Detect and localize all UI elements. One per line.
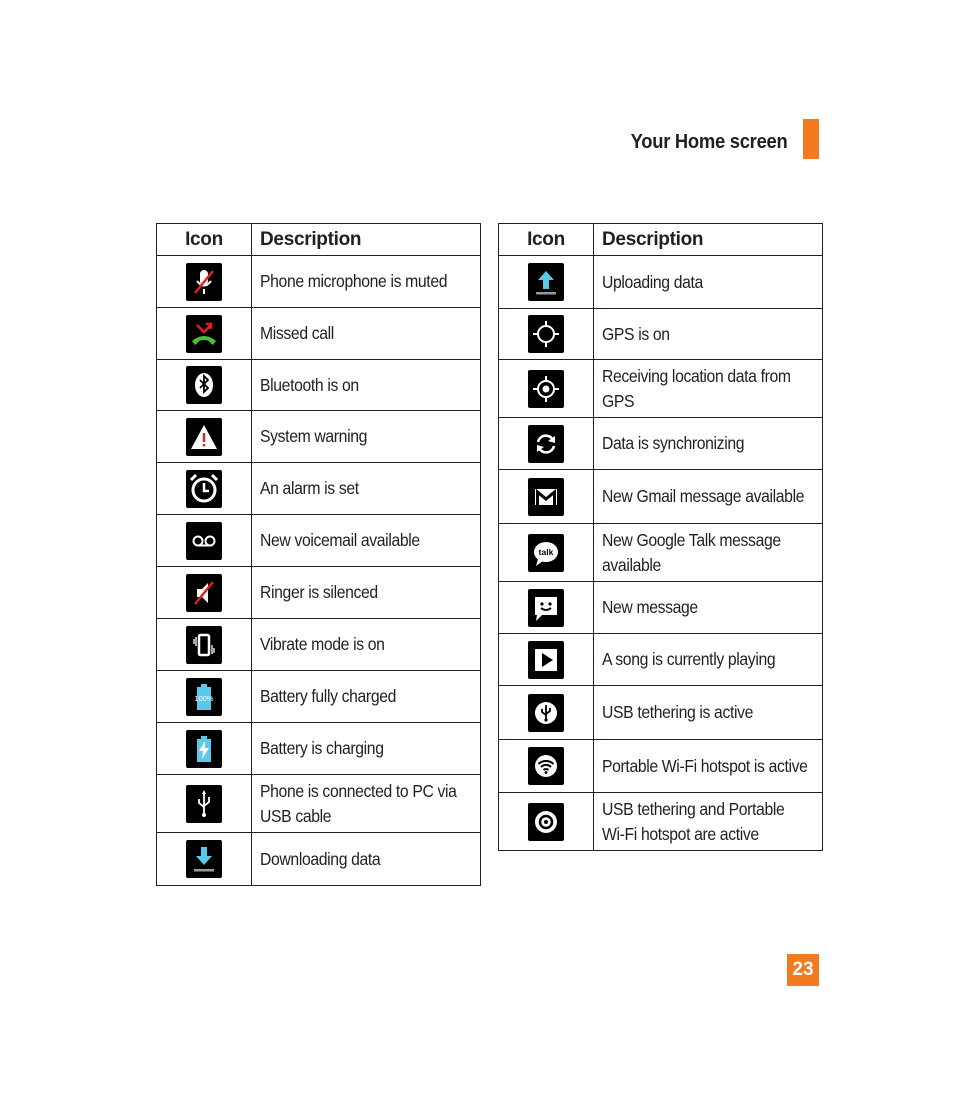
description-column-header: Description xyxy=(594,224,823,256)
battery-percent-label: 100% xyxy=(194,693,214,703)
description-text: Receiving location data from GPS xyxy=(602,365,791,411)
description-column-header: Description xyxy=(252,224,481,256)
table-row xyxy=(157,671,481,723)
microphone-muted-icon xyxy=(186,263,222,301)
icon-column-header: Icon xyxy=(157,224,252,256)
description-text: New Google Talk message available xyxy=(602,529,781,575)
sync-icon xyxy=(528,425,564,463)
description-text: USB tethering and Portable Wi-Fi hotspot are active xyxy=(602,798,785,844)
download-icon xyxy=(186,840,222,878)
usb-icon xyxy=(186,785,222,823)
battery-charging-icon xyxy=(186,730,222,768)
alarm-clock-icon xyxy=(186,470,222,508)
wifi-hotspot-icon xyxy=(528,747,564,785)
description-text: A song is currently playing xyxy=(602,649,776,669)
description-text: New voicemail available xyxy=(260,530,420,550)
icon-table-left xyxy=(156,223,481,886)
table-row xyxy=(157,308,481,360)
table-row xyxy=(499,793,823,851)
description-text: Portable Wi-Fi hotspot is active xyxy=(602,755,808,776)
table-row xyxy=(499,686,823,740)
table-row xyxy=(157,515,481,567)
table-row xyxy=(157,463,481,515)
page-title: Your Home screen xyxy=(630,131,787,153)
table-row xyxy=(499,470,823,524)
talk-label: talk xyxy=(538,546,554,557)
table-row xyxy=(157,723,481,775)
page-number: 23 xyxy=(787,954,819,986)
table-row xyxy=(499,582,823,634)
description-text: Vibrate mode is on xyxy=(260,634,385,654)
voicemail-icon xyxy=(186,522,222,560)
table-row xyxy=(157,567,481,619)
table-row xyxy=(499,524,823,582)
description-text: Downloading data xyxy=(260,848,381,869)
upload-icon xyxy=(528,263,564,301)
gps-icon xyxy=(528,315,564,353)
table-row xyxy=(157,360,481,411)
description-text: GPS is on xyxy=(602,323,670,344)
table-row xyxy=(499,360,823,418)
description-text: An alarm is set xyxy=(260,478,359,498)
table-header-row xyxy=(157,224,481,256)
description-text: New Gmail message available xyxy=(602,486,805,506)
table-row xyxy=(499,418,823,470)
description-text: Battery fully charged xyxy=(260,686,397,706)
description-text: Data is synchronizing xyxy=(602,433,745,453)
table-row xyxy=(499,740,823,793)
section-tab-marker xyxy=(803,119,819,159)
bluetooth-icon xyxy=(186,366,222,404)
warning-icon xyxy=(186,418,222,456)
table-row xyxy=(157,411,481,463)
message-icon xyxy=(528,589,564,627)
vibrate-icon xyxy=(186,626,222,664)
description-text: Uploading data xyxy=(602,271,703,292)
google-talk-icon xyxy=(528,534,564,572)
gps-receiving-icon xyxy=(528,370,564,408)
table-row xyxy=(499,309,823,360)
table-row xyxy=(157,775,481,833)
description-text: New message xyxy=(602,597,698,617)
usb-tethering-icon xyxy=(528,694,564,732)
description-text: USB tethering is active xyxy=(602,702,754,722)
play-icon xyxy=(528,641,564,679)
description-text: Missed call xyxy=(260,323,334,343)
table-row xyxy=(157,833,481,886)
missed-call-icon xyxy=(186,315,222,353)
table-row xyxy=(499,256,823,309)
description-text: Bluetooth is on xyxy=(260,374,359,395)
description-text: Ringer is silenced xyxy=(260,582,378,602)
gmail-icon xyxy=(528,478,564,516)
icon-table-right xyxy=(498,223,823,851)
ringer-silenced-icon xyxy=(186,574,222,612)
tethering-hotspot-icon xyxy=(528,803,564,841)
table-row xyxy=(157,619,481,671)
table-row xyxy=(157,256,481,308)
description-text: Phone is connected to PC via USB cable xyxy=(260,780,457,826)
description-text: System warning xyxy=(260,426,368,446)
description-text: Phone microphone is muted xyxy=(260,271,448,291)
description-text: Battery is charging xyxy=(260,738,384,758)
icon-column-header: Icon xyxy=(499,224,594,256)
table-row xyxy=(499,634,823,686)
battery-full-icon xyxy=(186,678,222,716)
table-header-row xyxy=(499,224,823,256)
